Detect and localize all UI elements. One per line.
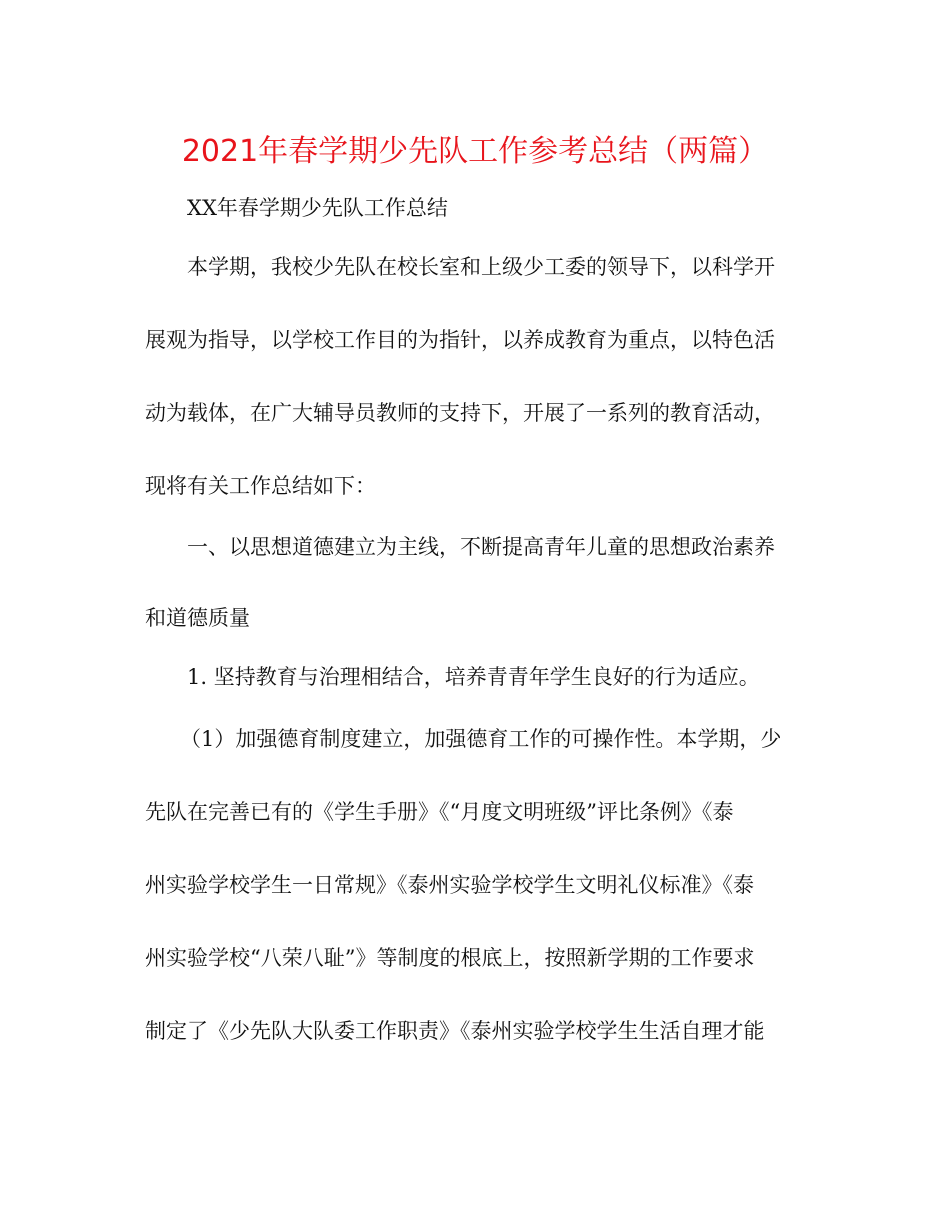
paragraph-line: 制定了《少先队大队委工作职责》《泰州实验学校学生生活自理才能 [145,1019,765,1043]
paragraph-line: 展观为指导，以学校工作目的为指针，以养成教育为重点，以特色活 [145,328,775,352]
section-heading-line: 一、以思想道德建立为主线，不断提高青年儿童的思想政治素养 [187,535,775,559]
paragraph-line: 州实验学校学生一日常规》《泰州实验学校学生文明礼仪标准》《泰 [145,873,754,897]
paragraph-line: 先队在完善已有的《学生手册》《“月度文明班级”评比条例》《泰 [145,800,734,824]
section-heading-line: 和道德质量 [145,606,250,630]
paragraph-line: 动为载体，在广大辅导员教师的支持下，开展了一系列的教育活动， [145,401,775,425]
document-title: 2021年春学期少先队工作参考总结（两篇） [181,134,769,169]
paragraph-line: （1）加强德育制度建立，加强德育工作的可操作性。本学期，少 [180,727,782,751]
paragraph-line: 现将有关工作总结如下： [145,474,376,498]
document-subtitle: XX年春学期少先队工作总结 [187,196,448,220]
paragraph-line: 本学期，我校少先队在校长室和上级少工委的领导下，以科学开 [187,255,775,279]
paragraph-line: 州实验学校“八荣八耻”》等制度的根底上，按照新学期的工作要求 [145,946,755,970]
subsection-heading: 1. 坚持教育与治理相结合，培养青青年学生良好的行为适应。 [187,665,760,689]
